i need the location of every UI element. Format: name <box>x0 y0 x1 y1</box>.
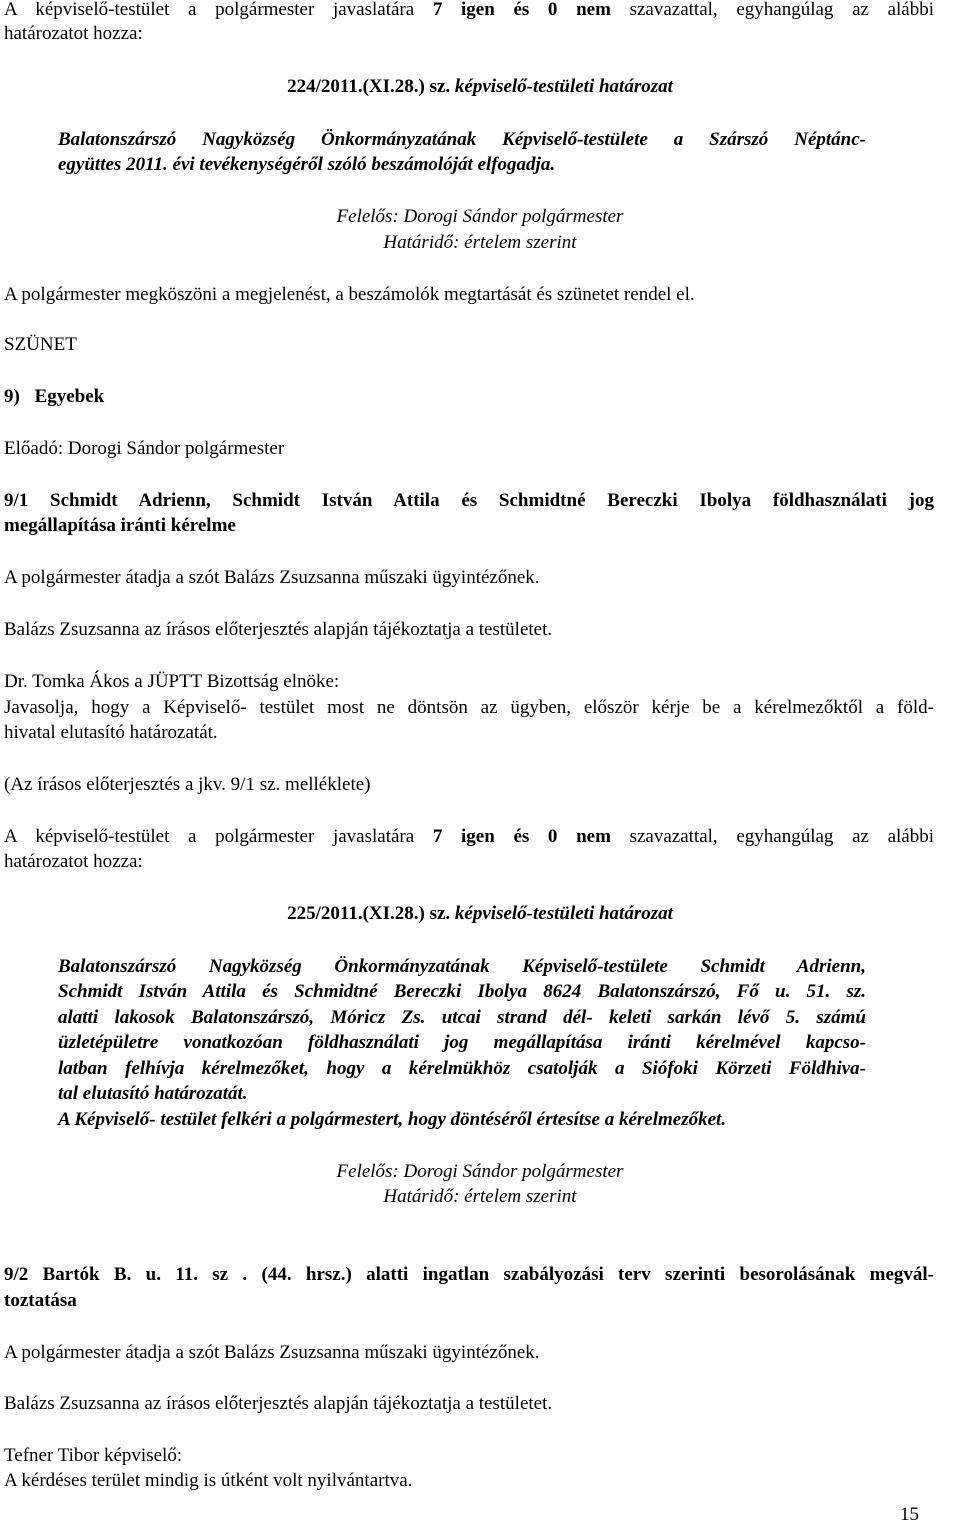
resolution-title: képviselő-testületi határozat <box>454 903 673 924</box>
vote-text: szavazattal, egyhangúlag az alábbi <box>629 0 935 20</box>
resolution-number: 224/2011.(XI.28.) sz. <box>287 76 451 97</box>
section-number: 9) <box>4 386 20 407</box>
speaker-line: Dr. Tomka Ákos a JÜPTT Bizottság elnöke: <box>4 671 340 692</box>
responsible-line: Felelős: Dorogi Sándor polgármester <box>336 206 624 227</box>
paragraph: A polgármester megköszöni a megjelenést, a beszámolók megtartását és szünetet rendel el. <box>4 284 695 305</box>
item-title: megállapítása iránti kérelme <box>4 515 236 536</box>
section-title: Egyebek <box>34 386 105 407</box>
annex-note: (Az írásos előterjesztés a jkv. 9/1 sz. melléklete) <box>4 774 371 795</box>
break-heading: SZÜNET <box>4 334 77 355</box>
speaker-line: Tefner Tibor képviselő: <box>4 1445 183 1466</box>
resolution-number: 225/2011.(XI.28.) sz. <box>287 903 451 924</box>
item-title: toztatása <box>4 1290 77 1311</box>
paragraph: Javasolja, hogy a Képviselő- testület most ne döntsön az ügyben, először kérje be a kérelmezőktől a föld- <box>4 697 934 718</box>
resolution-text: A Képviselő- testület felkéri a polgármestert, hogy döntéséről értesítse a kérelmezőket. <box>58 1109 727 1130</box>
deadline-line: Határidő: értelem szerint <box>383 232 577 253</box>
vote-statement-line-2: határozatot hozza: <box>4 23 143 44</box>
resolution-text: alatti lakosok Balatonszárszó, Móricz Zs. utcai strand dél- keleti sarkán lévő 5. számú <box>58 1007 866 1028</box>
vote-text: szavazattal, egyhangúlag az alábbi <box>629 826 935 847</box>
resolution-text: Balatonszárszó Nagyközség Önkormányzatának Képviselő-testülete Schmidt Adrienn, <box>58 956 866 977</box>
vote-count: 7 igen és 0 nem <box>432 0 611 20</box>
paragraph: hivatal elutasító határozatát. <box>4 722 218 743</box>
responsible-line: Felelős: Dorogi Sándor polgármester <box>336 1161 624 1182</box>
paragraph: A polgármester átadja a szót Balázs Zsuzsanna műszaki ügyintézőnek. <box>4 1342 540 1363</box>
paragraph: A kérdéses terület mindig is útként volt nyilvántartva. <box>4 1470 413 1491</box>
item-title: 9/1 Schmidt Adrienn, Schmidt István Attila és Schmidtné Bereczki Ibolya földhasználati jog <box>4 490 934 511</box>
resolution-text: Schmidt István Attila és Schmidtné Bereczki Ibolya 8624 Balatonszárszó, Fő u. 51. sz. <box>58 981 866 1002</box>
resolution-text: Balatonszárszó Nagyközség Önkormányzatának Képviselő-testülete a Szárszó Néptánc- <box>58 129 866 150</box>
page-number: 15 <box>900 1504 919 1525</box>
paragraph: A polgármester átadja a szót Balázs Zsuzsanna műszaki ügyintézőnek. <box>4 567 540 588</box>
resolution-text: együttes 2011. évi tevékenységéről szóló beszámolóját elfogadja. <box>58 154 556 175</box>
resolution-heading <box>0 902 960 926</box>
vote-text: A képviselő-testület a polgármester javaslatára <box>4 826 415 847</box>
item-title: 9/2 Bartók B. u. 11. sz . (44. hrsz.) alatti ingatlan szabályozási terv szerinti besorolásának megvál- <box>4 1264 934 1285</box>
resolution-text: latban felhívja kérelmezőket, hogy a kérelmükhöz csatolják a Siófoki Körzeti Földhiva- <box>58 1058 866 1079</box>
resolution-text: tal elutasító határozatát. <box>58 1083 248 1104</box>
resolution-text: üzletépületre vonatkozóan földhasználati jog megállapítása iránti kérelmével kapcso- <box>58 1032 866 1053</box>
vote-text: A képviselő-testület a polgármester javaslatára <box>4 0 415 20</box>
resolution-heading <box>0 75 960 99</box>
section-heading <box>4 385 104 409</box>
vote-statement-line <box>4 825 934 849</box>
vote-statement-line-2: határozatot hozza: <box>4 851 143 872</box>
paragraph: Balázs Zsuzsanna az írásos előterjesztés alapján tájékoztatja a testületet. <box>4 1393 553 1414</box>
deadline-line: Határidő: értelem szerint <box>383 1186 577 1207</box>
vote-count: 7 igen és 0 nem <box>432 826 611 847</box>
vote-statement-line <box>4 0 934 22</box>
paragraph: Balázs Zsuzsanna az írásos előterjesztés alapján tájékoztatja a testületet. <box>4 619 553 640</box>
presenter-line: Előadó: Dorogi Sándor polgármester <box>4 438 285 459</box>
resolution-title: képviselő-testületi határozat <box>454 76 673 97</box>
